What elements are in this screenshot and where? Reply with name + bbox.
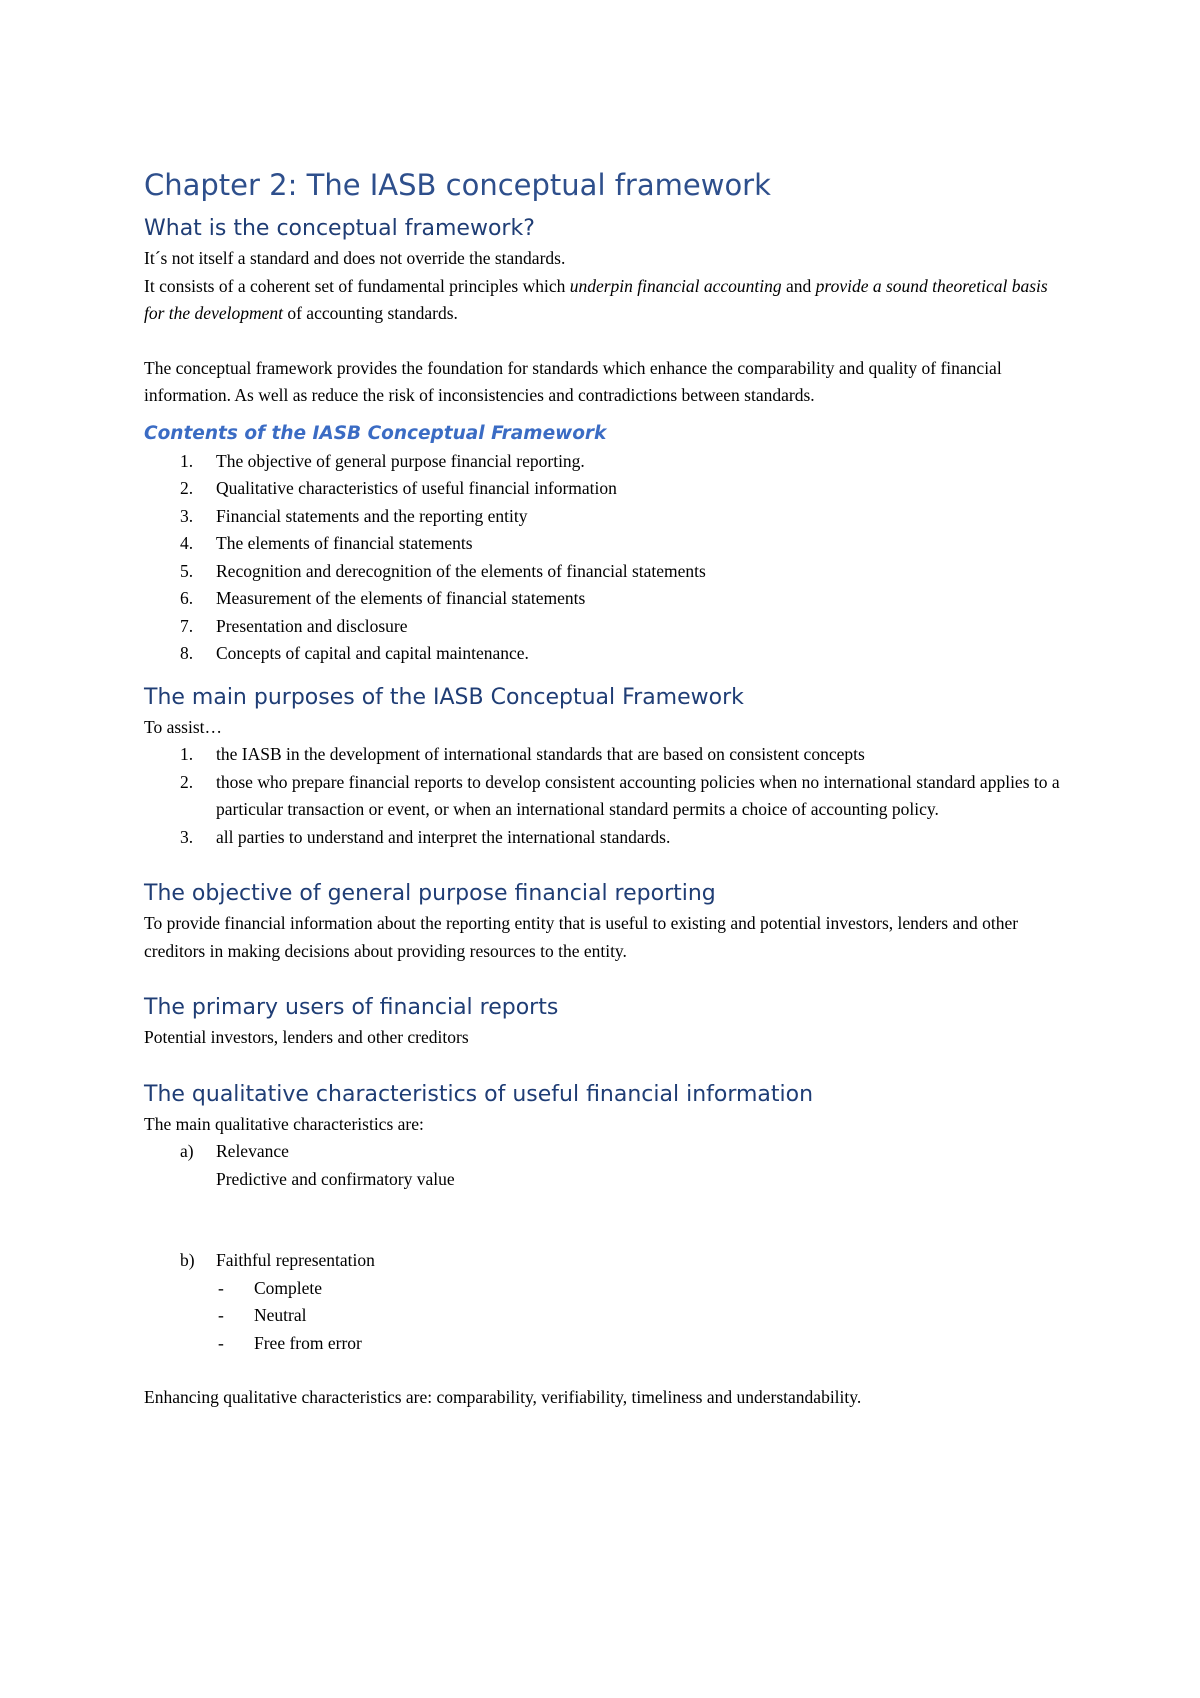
section-heading-qualitative: The qualitative characteristics of useful financial information <box>144 1081 814 1107</box>
section-heading-objective: The objective of general purpose financial reporting <box>144 881 716 906</box>
document-content <box>144 165 1064 1412</box>
paragraph: The main qualitative characteristics are: <box>144 1113 424 1134</box>
list-item-a: a) Relevance <box>180 1141 289 1161</box>
list-item: - Complete <box>218 1277 323 1298</box>
list-item: 3. Financial statements and the reporting entity <box>180 505 528 526</box>
chapter-title: Chapter 2: The IASB conceptual framework <box>144 168 771 202</box>
list-item: 5. Recognition and derecognition of the elements of financial statements <box>180 560 706 581</box>
paragraph: Potential investors, lenders and other creditors <box>144 1027 469 1047</box>
list-item: 1. The objective of general purpose financial reporting. <box>180 450 585 471</box>
subheading-contents: Contents of the IASB Conceptual Framework <box>144 422 607 444</box>
list-item: 6. Measurement of the elements of financial statements <box>180 588 586 608</box>
list-item: 3. all parties to understand and interpret the international standards. <box>180 826 671 847</box>
faithful-representation-list <box>144 1275 1064 1358</box>
section-heading-purposes: The main purposes of the IASB Conceptual Framework <box>144 684 744 710</box>
paragraph: It´s not itself a standard and does not override the standards. <box>144 248 566 268</box>
paragraph: It consists of a coherent set of fundamental principles which underpin financial accounting and provide a sound theoretical basis for the development of accounting standards. <box>144 275 1048 323</box>
paragraph: The conceptual framework provides the foundation for standards which enhance the comparability and quality of financial information. As well as reduce the risk of inconsistencies and contradictions between standards. <box>144 357 1002 405</box>
purposes-list <box>144 741 1064 851</box>
paragraph: To provide financial information about the reporting entity that is useful to existing and potential investors, lenders and other creditors in making decisions about providing resources to the entity. <box>144 913 1019 961</box>
paragraph: To assist… <box>144 716 223 737</box>
section-heading-users: The primary users of financial reports <box>144 995 559 1020</box>
list-item: 2. Qualitative characteristics of useful financial information <box>180 478 617 498</box>
paragraph: Enhancing qualitative characteristics are: comparability, verifiability, timeliness and understandability. <box>144 1387 862 1407</box>
contents-list <box>144 448 1064 668</box>
list-item: - Free from error <box>218 1332 362 1353</box>
list-item-a-sub: Predictive and confirmatory value <box>216 1168 455 1189</box>
list-item: - Neutral <box>218 1305 307 1325</box>
list-item-b: b) Faithful representation <box>180 1250 375 1270</box>
list-item: 8. Concepts of capital and capital maintenance. <box>180 643 529 663</box>
list-item: 7. Presentation and disclosure <box>180 615 408 636</box>
section-heading-what-is: What is the conceptual framework? <box>144 216 535 241</box>
list-item: 1. the IASB in the development of international standards that are based on consistent concepts <box>180 744 865 764</box>
list-item: 2. those who prepare financial reports to develop consistent accounting policies when no international standard applies to a particular transaction or event, or when an international standard permits a choice of accounting policy. <box>180 771 1060 819</box>
list-item: 4. The elements of financial statements <box>180 533 473 553</box>
